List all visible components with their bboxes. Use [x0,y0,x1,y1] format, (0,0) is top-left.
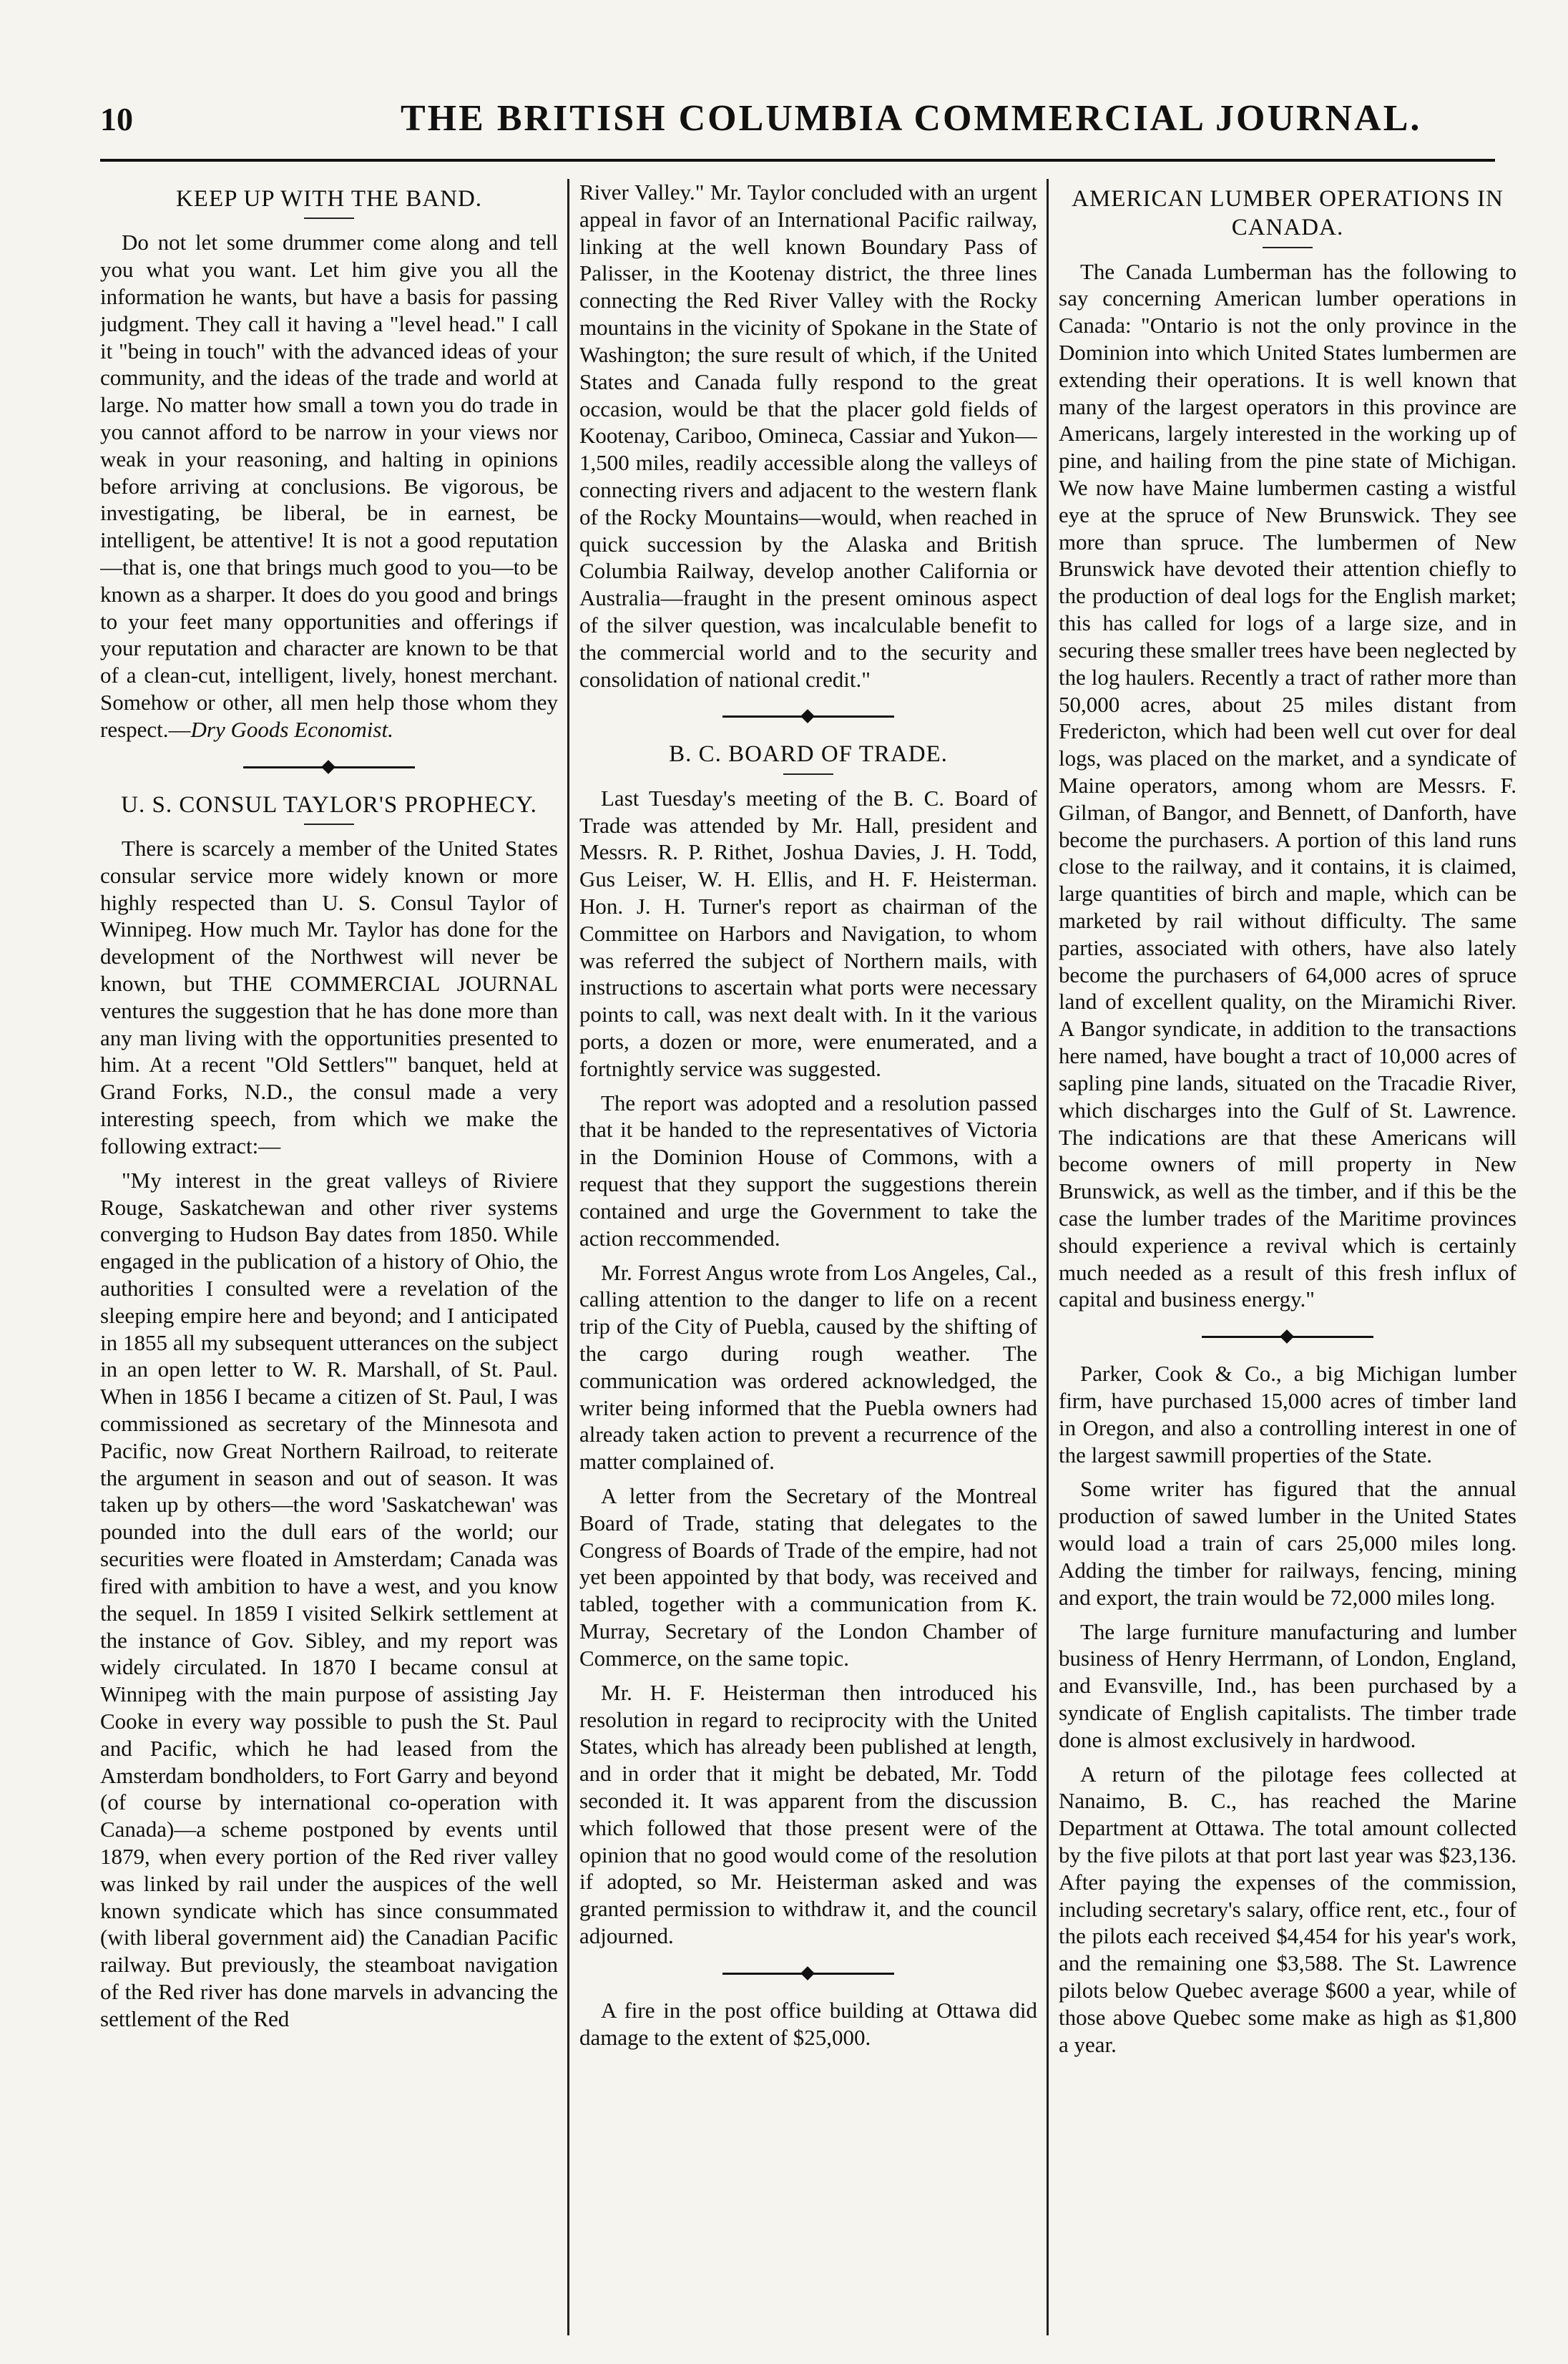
masthead-rule [100,159,1495,162]
news-note: Some writer has figured that the annual production of sawed lumber in the United States would load a train of cars 25,000 miles long. Adding the timber for railways, fencing, mining and export, the train would be 72,000 miles long. [1059,1476,1516,1610]
headline-rule [304,218,354,219]
headline-board-of-trade: B. C. BOARD OF TRADE. [669,741,948,768]
article-paragraph: The Canada Lumberman has the following to say concerning American lumber operations in Canada: "Ontario is not the only province in the Dominion into which United States lumbermen are extending their operations. It is well known that many of the largest operators in this province are Americans, largely interested in the working up of pine, and hailing from the pine state of Michigan. We now have Maine lumbermen casting a wistful eye at the spruce of New Brunswick. They see more than spruce. The lumbermen of New Brunswick have devoted their attention chiefly to the production of deal logs for the English market; this has called for logs of a large size, and in securing these smaller trees have been neglected by the log haulers. Recently a tract of rather more than 50,000 acres, about 25 miles distant from Fredericton, which had been well cut over for deal logs, was placed on the market, and a syndicate of Maine operators, among whom are Messrs. F. Gilman, of Bangor, and Bennett, of Danforth, have become the purchasers. A portion of this land runs close to the railway, and it contains, it is claimed, large quantities of birch and maple, which can be marketed by rail without difficulty. The same parties, associated with others, have also lately become the purchasers of 64,000 acres of spruce land of excellent quality, on the Miramichi River. A Bangor syndicate, in addition to the transactions here named, have bought a tract of 10,000 acres of sapling pine lands, situated on the Tracadie River, which discharges into the Gulf of St. Lawrence. The indications are that these Americans will become owners of mill property in New Brunswick, as well as the timber, and if this be the case the lumber trades of the Maritime provinces should experience a revival which is certainly much needed as a result of this fresh influx of capital and business energy." [1059,258,1516,1312]
article-continuation: River Valley." Mr. Taylor concluded with an urgent appeal in favor of an International Pacific railway, linking at the well known Boundary Pass of Palisser, in the Kootenay district, the three lines connecting the Red River Valley with the Rocky mountains in the vicinity of Spokane in the State of Washington; the sure result of which, if the United States and Canada fully respond to the great occasion, would be that the placer gold fields of Kootenay, Cariboo, Omineca, Cassiar and Yukon—1,500 miles, readily accessible along the valleys of connecting rivers and adjacent to the western flank of the Rocky Mountains—would, when reached in quick succession by the Alaska and British Columbia Railway, develop another California or Australia—fraught in the present ominous aspect of the silver question, was incalculable benefit to the commercial world and to the security and consolidation of national credit." [579,180,1037,692]
article-separator [579,1963,1037,1984]
attribution: Dry Goods Economist. [190,716,393,742]
headline-rule [783,773,833,775]
column-divider [567,179,569,2335]
article-separator [579,705,1037,727]
article-paragraph: Last Tuesday's meeting of the B. C. Board of Trade was attended by Mr. Hall, president and Messrs. R. P. Rithet, Joshua Davies, J. H. Todd, Gus Leiser, W. H. Ellis, and H. F. Heisterman. Hon. J. H. Turner's report as chairman of the Committee on Harbors and Navigation, to whom was referred the subject of Northern mails, with instructions to ascertain what ports were necessary points to call, was next dealt with. In it the various ports, a dozen or more, were enumerated, and a fortnightly service was suggested. [579,785,1037,1081]
article-text: Do not let some drummer come along and tell you what you want. Let him give you all the information he wants, but have a basis for passing judgment. They call it having a "level head." I call it "being in touch" with the advanced ideas of your community, and the ideas of the trade and world at large. No matter how small a town you do trade in you cannot afford to be narrow in your views nor weak in your reasoning, and halting in opinions before arriving at conclusions. Be vigorous, be investigating, be liberal, be in earnest, be intelligent, be attentive! It is not a good reputation—that is, one that brings much good to you—to be known as a sharper. It does do you good and brings to your feet many opportunities and offerings if your reputation and character are known to be that of a clean-cut, intelligent, lively, honest merchant. Somehow or other, all men help those whom they respect.— [100,230,558,742]
article-paragraph: There is scarcely a member of the United States consular service more widely known or more highly respected than U. S. Consul Taylor of Winnipeg. How much Mr. Taylor has done for the development of the Northwest will never be known, but THE COMMERCIAL JOURNAL ventures the suggestion that he has done more than any man living with the opportunities presented to him. At a recent "Old Settlers'" banquet, held at Grand Forks, N.D., the consul made a very interesting speech, from which we make the following extract:— [100,835,558,1158]
article-paragraph: A letter from the Secretary of the Montreal Board of Trade, stating that delegates to the Congress of Boards of Trade of the empire, had not yet been appointed by that body, was received and tabled, together with a communication from K. Murray, Secretary of the London Chamber of Commerce, on the same topic. [579,1483,1037,1671]
article-paragraph [100,229,558,743]
column-2 [579,179,1037,2335]
headline-keep-up-with-the-band: KEEP UP WITH THE BAND. [175,186,483,212]
article-paragraph: "My interest in the great valleys of Riviere Rouge, Saskatchewan and other river systems converging to Hudson Bay dates from 1850. While engaged in the publication of a history of Ohio, the authorities I consulted were a revelation of the sleeping empire here and beyond; and I anticipated in 1855 all my subsequent utterances on the subject in an open letter to W. R. Marshall, of St. Paul. When in 1856 I became a citizen of St. Paul, I was commissioned as secretary of the Minnesota and Pacific, now Great Northern Railroad, to reiterate the argument in season and out of season. It was taken up by others—the word 'Saskatchewan' was pounded into the dull ears of the world; our securities were floated in Amsterdam; Canada was fired with ambition to have a west, and you know the sequel. In 1859 I visited Selkirk settlement at the instance of Gov. Sibley, and my report was widely circulated. In 1870 I became consul at Winnipeg with the main purpose of assisting Jay Cooke in every way possible to push the St. Paul and Pacific, which he had leased from the Amsterdam bondholders, to Fort Garry and beyond (of course by international co-operation with Canada)—a scheme postponed by events until 1879, when every portion of the Red river valley was linked by rail under the auspices of the well known syndicate which has since consummated (with liberal government aid) the Canadian Pacific railway. But previously, the steamboat navigation of the Red river has done marvels in advancing the settlement of the Red [100,1167,558,2031]
headline-consul-taylors-prophecy: U. S. CONSUL TAYLOR'S PROPHECY. [121,791,537,818]
news-note: A fire in the post office building at Ottawa did damage to the extent of $25,000. [579,1997,1037,2050]
article-paragraph: Mr. Forrest Angus wrote from Los Angeles, Cal., calling attention to the danger to life on a recent trip of the City of Puebla, caused by the shifting of the cargo during rough weather. The communication was ordered acknowledged, the writer being informed that the Puebla owners had already taken action to prevent a recurrence of the matter complained of. [579,1259,1037,1475]
article-paragraph: The report was adopted and a resolution passed that it be handed to the representatives of Victoria in the Dominion House of Commons, with a request that they support the suggestions therein contained and urge the Government to take the action reccommended. [579,1090,1037,1251]
page-number: 10 [100,101,133,137]
journal-title: THE BRITISH COLUMBIA COMMERCIAL JOURNAL. [401,98,1422,139]
column-3 [1059,179,1516,2335]
column-divider [1047,179,1049,2335]
column-1 [100,179,558,2335]
news-note: Parker, Cook & Co., a big Michigan lumber firm, have purchased 15,000 acres of timber land in Oregon, and also a controlling interest in one of the largest sawmill properties of the State. [1059,1361,1516,1467]
headline-rule [1263,247,1313,248]
news-note: The large furniture manufacturing and lumber business of Henry Herrmann, of London, England, and Evansville, Ind., has been purchased by a syndicate of English capitalists. The timber trade done is almost exclusively in hardwood. [1059,1618,1516,1752]
masthead [100,86,1495,157]
article-separator [100,756,558,778]
news-note: A return of the pilotage fees collected at Nanaimo, B. C., has reached the Marine Department at Ottawa. The total amount collected by the five pilots at that port last year was $23,136. After paying the expenses of the commission, including secretary's salary, office rent, etc., four of the pilots each received $4,454 for his year's work, and the remaining one $3,588. The St. Lawrence pilots below Quebec average $600 a year, while of those above Quebec some make as high as $1,800 a year. [1059,1761,1516,2057]
article-separator [1059,1326,1516,1347]
headline-rule [304,824,354,825]
headline-american-lumber-operations: AMERICAN LUMBER OPERATIONS IN CANADA. [1072,186,1504,241]
article-paragraph: Mr. H. F. Heisterman then introduced his resolution in regard to reciprocity with the United States, which has already been published at length, and in order that it might be debated, Mr. Todd seconded it. It was apparent from the discussion which followed that those present were of the opinion that no good would come of the resolution if adopted, so Mr. Heisterman asked and was granted permission to withdraw it, and the council adjourned. [579,1679,1037,1948]
